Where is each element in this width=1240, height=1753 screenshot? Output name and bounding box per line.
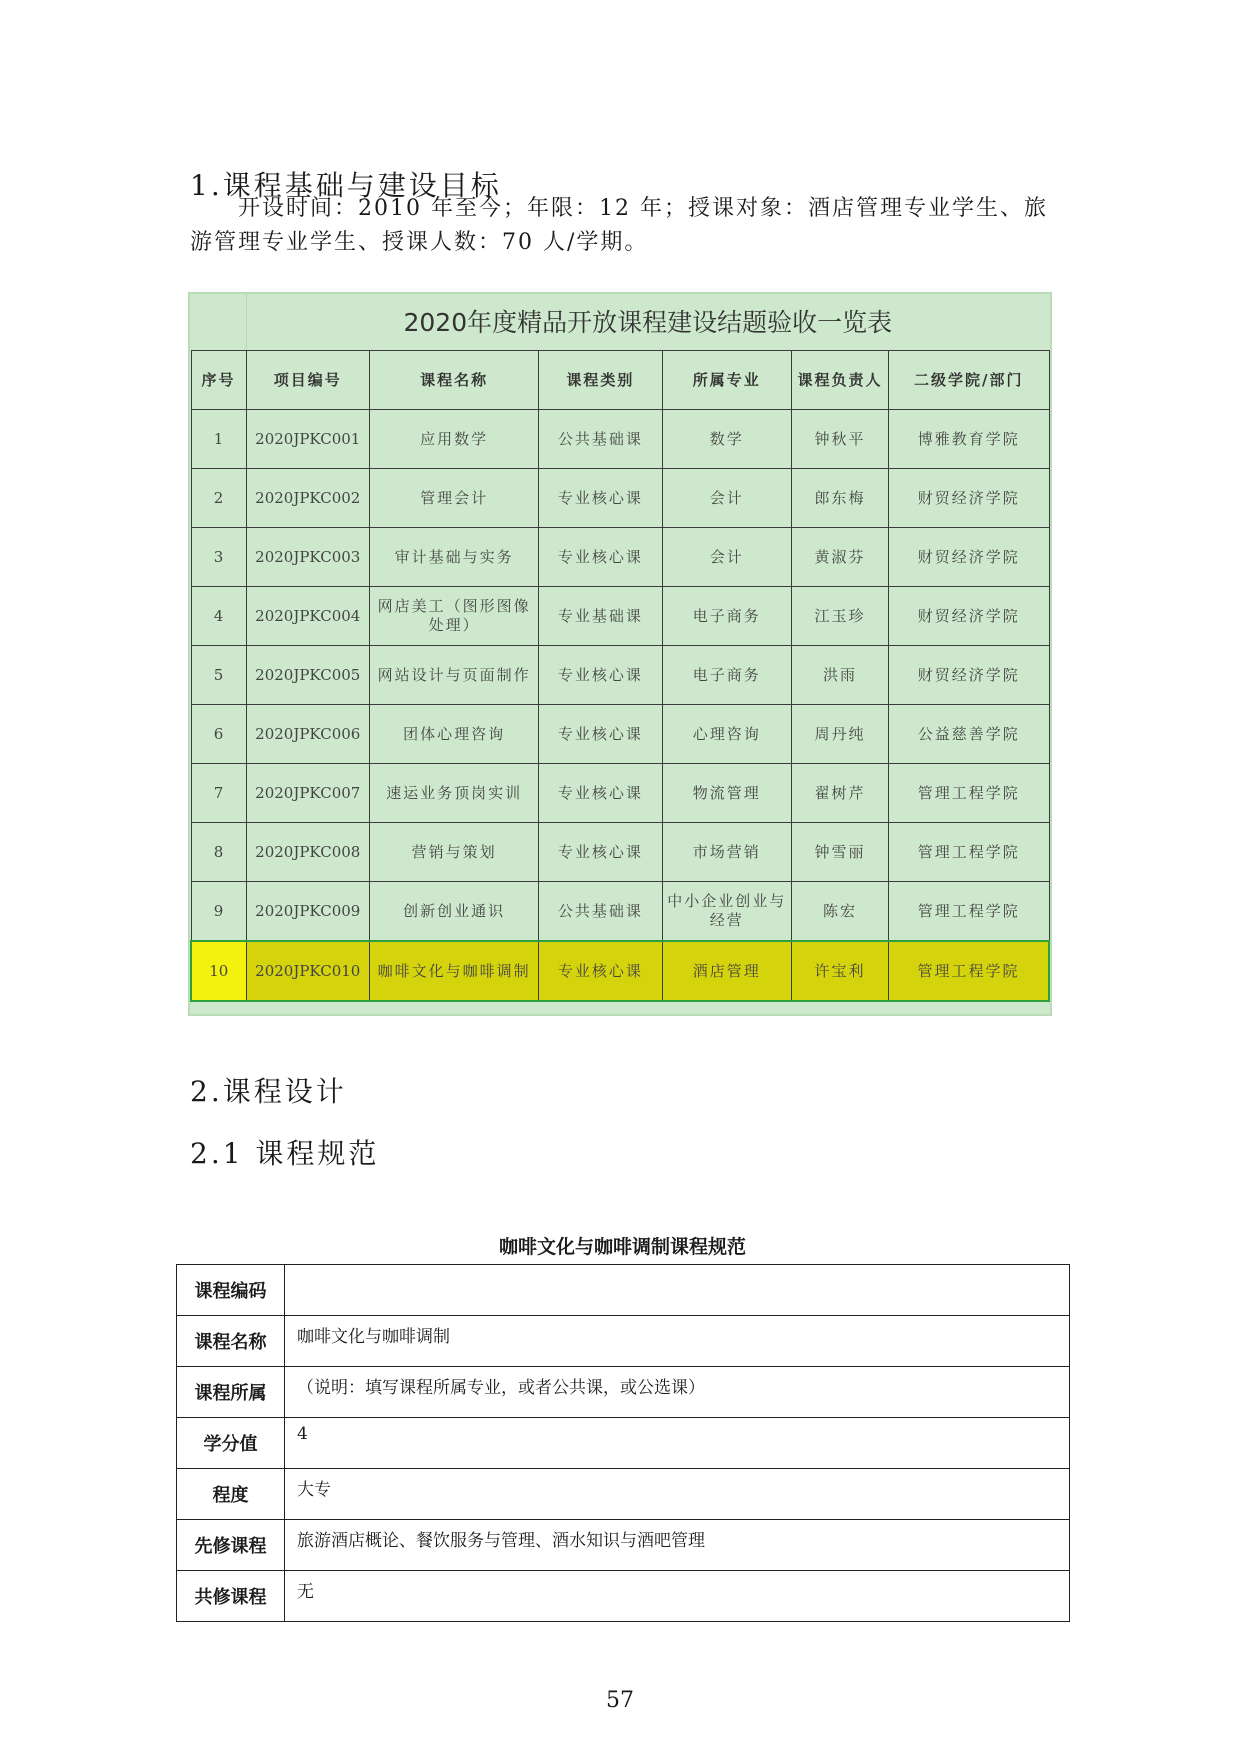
spec-row — [177, 1367, 1070, 1418]
table-cell[interactable]: 财贸经济学院 — [889, 646, 1049, 705]
table-cell[interactable]: 市场营销 — [662, 823, 791, 882]
table-header-cell: 课程名称 — [369, 351, 538, 410]
table-header-cell: 二级学院/部门 — [889, 351, 1049, 410]
table-cell[interactable]: 江玉珍 — [791, 587, 888, 646]
table-cell[interactable]: 专业核心课 — [539, 469, 662, 528]
table-cell[interactable]: 钟秋平 — [791, 410, 888, 469]
table-cell[interactable]: 8 — [191, 823, 246, 882]
table-cell[interactable]: 2020JPKC003 — [246, 528, 369, 587]
table-cell[interactable]: 财贸经济学院 — [889, 469, 1049, 528]
table-cell[interactable]: 2020JPKC002 — [246, 469, 369, 528]
spec-value: 大专 — [285, 1469, 1070, 1520]
table-header-cell: 课程负责人 — [791, 351, 888, 410]
table-cell[interactable]: 心理咨询 — [662, 705, 791, 764]
table-cell[interactable]: 专业核心课 — [539, 941, 662, 1001]
table-cell[interactable]: 专业核心课 — [539, 646, 662, 705]
table-row — [191, 528, 1049, 587]
spec-label: 课程名称 — [177, 1316, 285, 1367]
table-cell[interactable]: 10 — [191, 941, 246, 1001]
page-number: 57 — [606, 1688, 634, 1713]
table-cell[interactable]: 9 — [191, 882, 246, 942]
table-cell[interactable]: 中小企业创业与经营 — [662, 882, 791, 942]
spec-row — [177, 1265, 1070, 1316]
intro-line-1: 开设时间：2010 年至今；年限：12 年；授课对象：酒店管理专业学生、旅 — [238, 196, 1048, 221]
spec-row — [177, 1571, 1070, 1622]
subsection-heading: 2.1 课程规范 — [190, 1137, 380, 1170]
table-cell[interactable]: 公益慈善学院 — [889, 705, 1049, 764]
spec-label: 课程编码 — [177, 1265, 285, 1316]
table-cell[interactable]: 6 — [191, 705, 246, 764]
table-cell[interactable]: 5 — [191, 646, 246, 705]
table-cell[interactable]: 2020JPKC005 — [246, 646, 369, 705]
table-row — [191, 410, 1049, 469]
table-header-cell: 课程类别 — [539, 351, 662, 410]
section-heading-1: 1.课程基础与建设目标 — [190, 169, 502, 202]
table-cell[interactable]: 钟雪丽 — [791, 823, 888, 882]
table-cell[interactable]: 2020JPKC009 — [246, 882, 369, 942]
table-header-cell: 所属专业 — [662, 351, 791, 410]
section-heading-2: 2.课程设计 — [190, 1075, 347, 1108]
spec-label: 程度 — [177, 1469, 285, 1520]
table-cell[interactable]: 管理工程学院 — [889, 764, 1049, 823]
table-cell[interactable]: 会计 — [662, 528, 791, 587]
spec-table-title: 咖啡文化与咖啡调制课程规范 — [498, 1236, 746, 1258]
spec-row — [177, 1520, 1070, 1571]
table-cell[interactable]: 速运业务顶岗实训 — [369, 764, 538, 823]
table-cell[interactable]: 应用数学 — [369, 410, 538, 469]
excel-summary-table — [188, 292, 1052, 1016]
table-cell[interactable]: 陈宏 — [791, 882, 888, 942]
spec-label: 共修课程 — [177, 1571, 285, 1622]
spec-value: 无 — [285, 1571, 1070, 1622]
spec-row — [177, 1418, 1070, 1469]
table-row — [191, 823, 1049, 882]
table-cell[interactable]: 3 — [191, 528, 246, 587]
table-cell[interactable]: 审计基础与实务 — [369, 528, 538, 587]
table-cell[interactable]: 郎东梅 — [791, 469, 888, 528]
spec-row — [177, 1469, 1070, 1520]
table-cell[interactable]: 1 — [191, 410, 246, 469]
spec-label: 学分值 — [177, 1418, 285, 1469]
table-cell[interactable]: 团体心理咨询 — [369, 705, 538, 764]
table-cell[interactable]: 博雅教育学院 — [889, 410, 1049, 469]
table-row — [191, 705, 1049, 764]
table-cell[interactable]: 网站设计与页面制作 — [369, 646, 538, 705]
excel-table-title: 2020年度精品开放课程建设结题验收一览表 — [246, 294, 1049, 351]
table-header-cell: 序号 — [191, 351, 246, 410]
table-cell[interactable]: 专业核心课 — [539, 764, 662, 823]
spec-value: 咖啡文化与咖啡调制 — [285, 1316, 1070, 1367]
table-cell[interactable]: 财贸经济学院 — [889, 528, 1049, 587]
table-cell[interactable]: 专业核心课 — [539, 705, 662, 764]
intro-line-2: 游管理专业学生、授课人数：70 人/学期。 — [190, 230, 649, 255]
table-cell[interactable]: 电子商务 — [662, 646, 791, 705]
table-cell[interactable]: 公共基础课 — [539, 410, 662, 469]
spec-label: 课程所属 — [177, 1367, 285, 1418]
table-row — [191, 882, 1049, 942]
spec-label: 先修课程 — [177, 1520, 285, 1571]
table-cell[interactable]: 专业核心课 — [539, 528, 662, 587]
table-row — [191, 587, 1049, 646]
table-row — [191, 764, 1049, 823]
table-cell[interactable]: 许宝利 — [791, 941, 888, 1001]
spec-value: 4 — [285, 1418, 1070, 1469]
table-row — [191, 646, 1049, 705]
table-cell[interactable]: 2020JPKC008 — [246, 823, 369, 882]
table-cell[interactable]: 2020JPKC007 — [246, 764, 369, 823]
table-cell[interactable]: 会计 — [662, 469, 791, 528]
spec-row — [177, 1316, 1070, 1367]
spec-value: 旅游酒店概论、餐饮服务与管理、酒水知识与酒吧管理 — [285, 1520, 1070, 1571]
table-cell[interactable]: 4 — [191, 587, 246, 646]
table-cell[interactable]: 2 — [191, 469, 246, 528]
table-cell[interactable]: 管理工程学院 — [889, 882, 1049, 942]
table-cell[interactable]: 物流管理 — [662, 764, 791, 823]
table-cell[interactable]: 数学 — [662, 410, 791, 469]
table-cell[interactable]: 公共基础课 — [539, 882, 662, 942]
spec-value: （说明：填写课程所属专业，或者公共课，或公选课） — [285, 1367, 1070, 1418]
table-cell[interactable]: 咖啡文化与咖啡调制 — [369, 941, 538, 1001]
table-cell[interactable]: 周丹纯 — [791, 705, 888, 764]
table-cell[interactable]: 2020JPKC006 — [246, 705, 369, 764]
table-cell[interactable]: 创新创业通识 — [369, 882, 538, 942]
table-cell[interactable]: 管理工程学院 — [889, 823, 1049, 882]
table-row — [191, 469, 1049, 528]
table-cell[interactable]: 专业核心课 — [539, 823, 662, 882]
table-row — [191, 941, 1049, 1001]
table-cell[interactable]: 管理工程学院 — [889, 941, 1049, 1001]
table-header-row — [191, 351, 1049, 410]
intro-paragraph — [190, 192, 1060, 260]
table-cell[interactable]: 专业基础课 — [539, 587, 662, 646]
table-corner-cell — [191, 294, 246, 351]
course-spec-table — [176, 1264, 1070, 1622]
table-cell[interactable]: 酒店管理 — [662, 941, 791, 1001]
table-cell[interactable]: 2020JPKC001 — [246, 410, 369, 469]
table-cell[interactable]: 管理会计 — [369, 469, 538, 528]
table-cell[interactable]: 网店美工（图形图像处理） — [369, 587, 538, 646]
table-cell[interactable]: 洪雨 — [791, 646, 888, 705]
table-cell[interactable]: 7 — [191, 764, 246, 823]
table-cell[interactable]: 营销与策划 — [369, 823, 538, 882]
table-cell[interactable]: 财贸经济学院 — [889, 587, 1049, 646]
table-cell[interactable]: 黄淑芬 — [791, 528, 888, 587]
table-header-cell: 项目编号 — [246, 351, 369, 410]
table-cell[interactable]: 2020JPKC010 — [246, 941, 369, 1001]
table-cell[interactable]: 翟树芹 — [791, 764, 888, 823]
table-cell[interactable]: 电子商务 — [662, 587, 791, 646]
table-cell[interactable]: 2020JPKC004 — [246, 587, 369, 646]
spec-value — [285, 1265, 1070, 1316]
